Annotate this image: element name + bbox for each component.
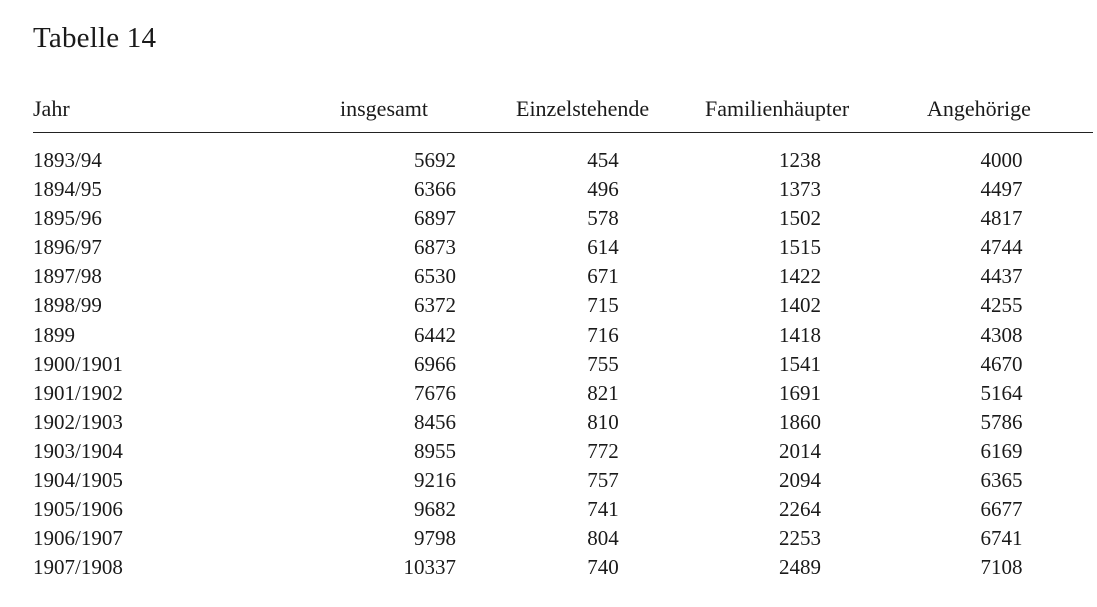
table-row xyxy=(0,323,1097,352)
header-familienhaeupter: Familienhäupter xyxy=(705,96,850,121)
cell-einzelstehende: 810 xyxy=(587,409,619,434)
cell-jahr: 1903/1904 xyxy=(33,438,123,463)
cell-jahr: 1893/94 xyxy=(33,148,102,172)
cell-jahr: 1905/1906 xyxy=(33,497,123,522)
cell-insgesamt: 6530 xyxy=(414,264,456,289)
cell-familienhaeupter: 2253 xyxy=(779,526,821,551)
cell-insgesamt: 9682 xyxy=(414,497,456,522)
cell-familienhaeupter: 1541 xyxy=(779,351,821,376)
cell-insgesamt: 10337 xyxy=(403,555,456,580)
cell-angehoerige: 4437 xyxy=(980,264,1023,289)
cell-jahr: 1895/96 xyxy=(33,206,102,231)
cell-insgesamt: 8456 xyxy=(414,409,456,434)
cell-einzelstehende: 772 xyxy=(587,438,619,463)
cell-familienhaeupter: 2264 xyxy=(779,497,821,522)
cell-einzelstehende: 741 xyxy=(587,497,619,522)
table-header-row xyxy=(0,96,1097,128)
table-row xyxy=(0,177,1097,206)
header-jahr: Jahr xyxy=(33,96,70,121)
cell-jahr: 1897/98 xyxy=(33,264,102,289)
cell-einzelstehende: 454 xyxy=(587,148,619,172)
cell-familienhaeupter: 1402 xyxy=(779,293,821,318)
cell-insgesamt: 6897 xyxy=(414,206,456,231)
cell-angehoerige: 4817 xyxy=(980,206,1023,231)
cell-angehoerige: 4000 xyxy=(980,148,1023,172)
cell-angehoerige: 6741 xyxy=(980,526,1023,551)
header-insgesamt: insgesamt xyxy=(340,96,428,121)
cell-insgesamt: 6966 xyxy=(414,351,456,376)
cell-familienhaeupter: 1691 xyxy=(779,380,821,405)
cell-einzelstehende: 496 xyxy=(587,177,619,202)
cell-jahr: 1901/1902 xyxy=(33,380,123,405)
table-row xyxy=(0,526,1097,555)
cell-einzelstehende: 715 xyxy=(587,293,619,318)
cell-familienhaeupter: 1418 xyxy=(779,322,821,347)
table-row xyxy=(0,206,1097,235)
cell-jahr: 1898/99 xyxy=(33,293,102,318)
cell-einzelstehende: 755 xyxy=(587,351,619,376)
cell-familienhaeupter: 2094 xyxy=(779,468,821,493)
cell-insgesamt: 9798 xyxy=(414,526,456,551)
cell-insgesamt: 8955 xyxy=(414,438,456,463)
table-row xyxy=(0,235,1097,264)
cell-einzelstehende: 821 xyxy=(587,380,619,405)
cell-angehoerige: 6365 xyxy=(980,468,1023,493)
table-title: Tabelle 14 xyxy=(33,22,157,54)
table-row xyxy=(0,468,1097,497)
cell-einzelstehende: 740 xyxy=(587,555,619,580)
cell-familienhaeupter: 1373 xyxy=(779,177,821,202)
cell-insgesamt: 6366 xyxy=(414,177,456,202)
cell-insgesamt: 6442 xyxy=(414,322,456,347)
cell-jahr: 1902/1903 xyxy=(33,409,123,434)
cell-insgesamt: 6873 xyxy=(414,235,456,260)
cell-angehoerige: 4744 xyxy=(980,235,1023,260)
table-row xyxy=(0,410,1097,439)
table-row xyxy=(0,352,1097,381)
cell-familienhaeupter: 1422 xyxy=(779,264,821,289)
table-row xyxy=(0,555,1097,584)
table-row xyxy=(0,148,1097,177)
cell-angehoerige: 7108 xyxy=(980,555,1023,580)
cell-angehoerige: 4255 xyxy=(980,293,1023,318)
cell-angehoerige: 5786 xyxy=(980,409,1023,434)
cell-jahr: 1900/1901 xyxy=(33,351,123,376)
cell-jahr: 1896/97 xyxy=(33,235,102,260)
table-body xyxy=(0,148,1097,584)
cell-angehoerige: 4308 xyxy=(980,322,1023,347)
cell-familienhaeupter: 1515 xyxy=(779,235,821,260)
cell-einzelstehende: 716 xyxy=(587,322,619,347)
cell-jahr: 1899 xyxy=(33,322,75,347)
table-row xyxy=(0,264,1097,293)
cell-angehoerige: 4497 xyxy=(980,177,1023,202)
cell-insgesamt: 7676 xyxy=(414,380,456,405)
cell-familienhaeupter: 1860 xyxy=(779,409,821,434)
cell-jahr: 1894/95 xyxy=(33,177,102,202)
cell-familienhaeupter: 1238 xyxy=(779,148,821,172)
header-angehoerige: Angehörige xyxy=(927,96,1031,121)
table-row xyxy=(0,439,1097,468)
cell-angehoerige: 4670 xyxy=(980,351,1023,376)
cell-jahr: 1907/1908 xyxy=(33,555,123,580)
header-einzelstehende: Einzelstehende xyxy=(516,96,650,121)
cell-einzelstehende: 757 xyxy=(587,468,619,493)
table-row xyxy=(0,497,1097,526)
cell-familienhaeupter: 2489 xyxy=(779,555,821,580)
cell-jahr: 1906/1907 xyxy=(33,526,123,551)
cell-insgesamt: 5692 xyxy=(414,148,456,172)
cell-familienhaeupter: 1502 xyxy=(779,206,821,231)
cell-angehoerige: 6677 xyxy=(980,497,1023,522)
table-row xyxy=(0,293,1097,322)
cell-einzelstehende: 804 xyxy=(587,526,619,551)
cell-insgesamt: 6372 xyxy=(414,293,456,318)
table-row xyxy=(0,381,1097,410)
cell-angehoerige: 5164 xyxy=(980,380,1023,405)
header-rule xyxy=(33,132,1093,133)
cell-angehoerige: 6169 xyxy=(980,438,1023,463)
cell-insgesamt: 9216 xyxy=(414,468,456,493)
cell-einzelstehende: 578 xyxy=(587,206,619,231)
cell-einzelstehende: 614 xyxy=(587,235,619,260)
cell-familienhaeupter: 2014 xyxy=(779,438,821,463)
cell-jahr: 1904/1905 xyxy=(33,468,123,493)
cell-einzelstehende: 671 xyxy=(587,264,619,289)
